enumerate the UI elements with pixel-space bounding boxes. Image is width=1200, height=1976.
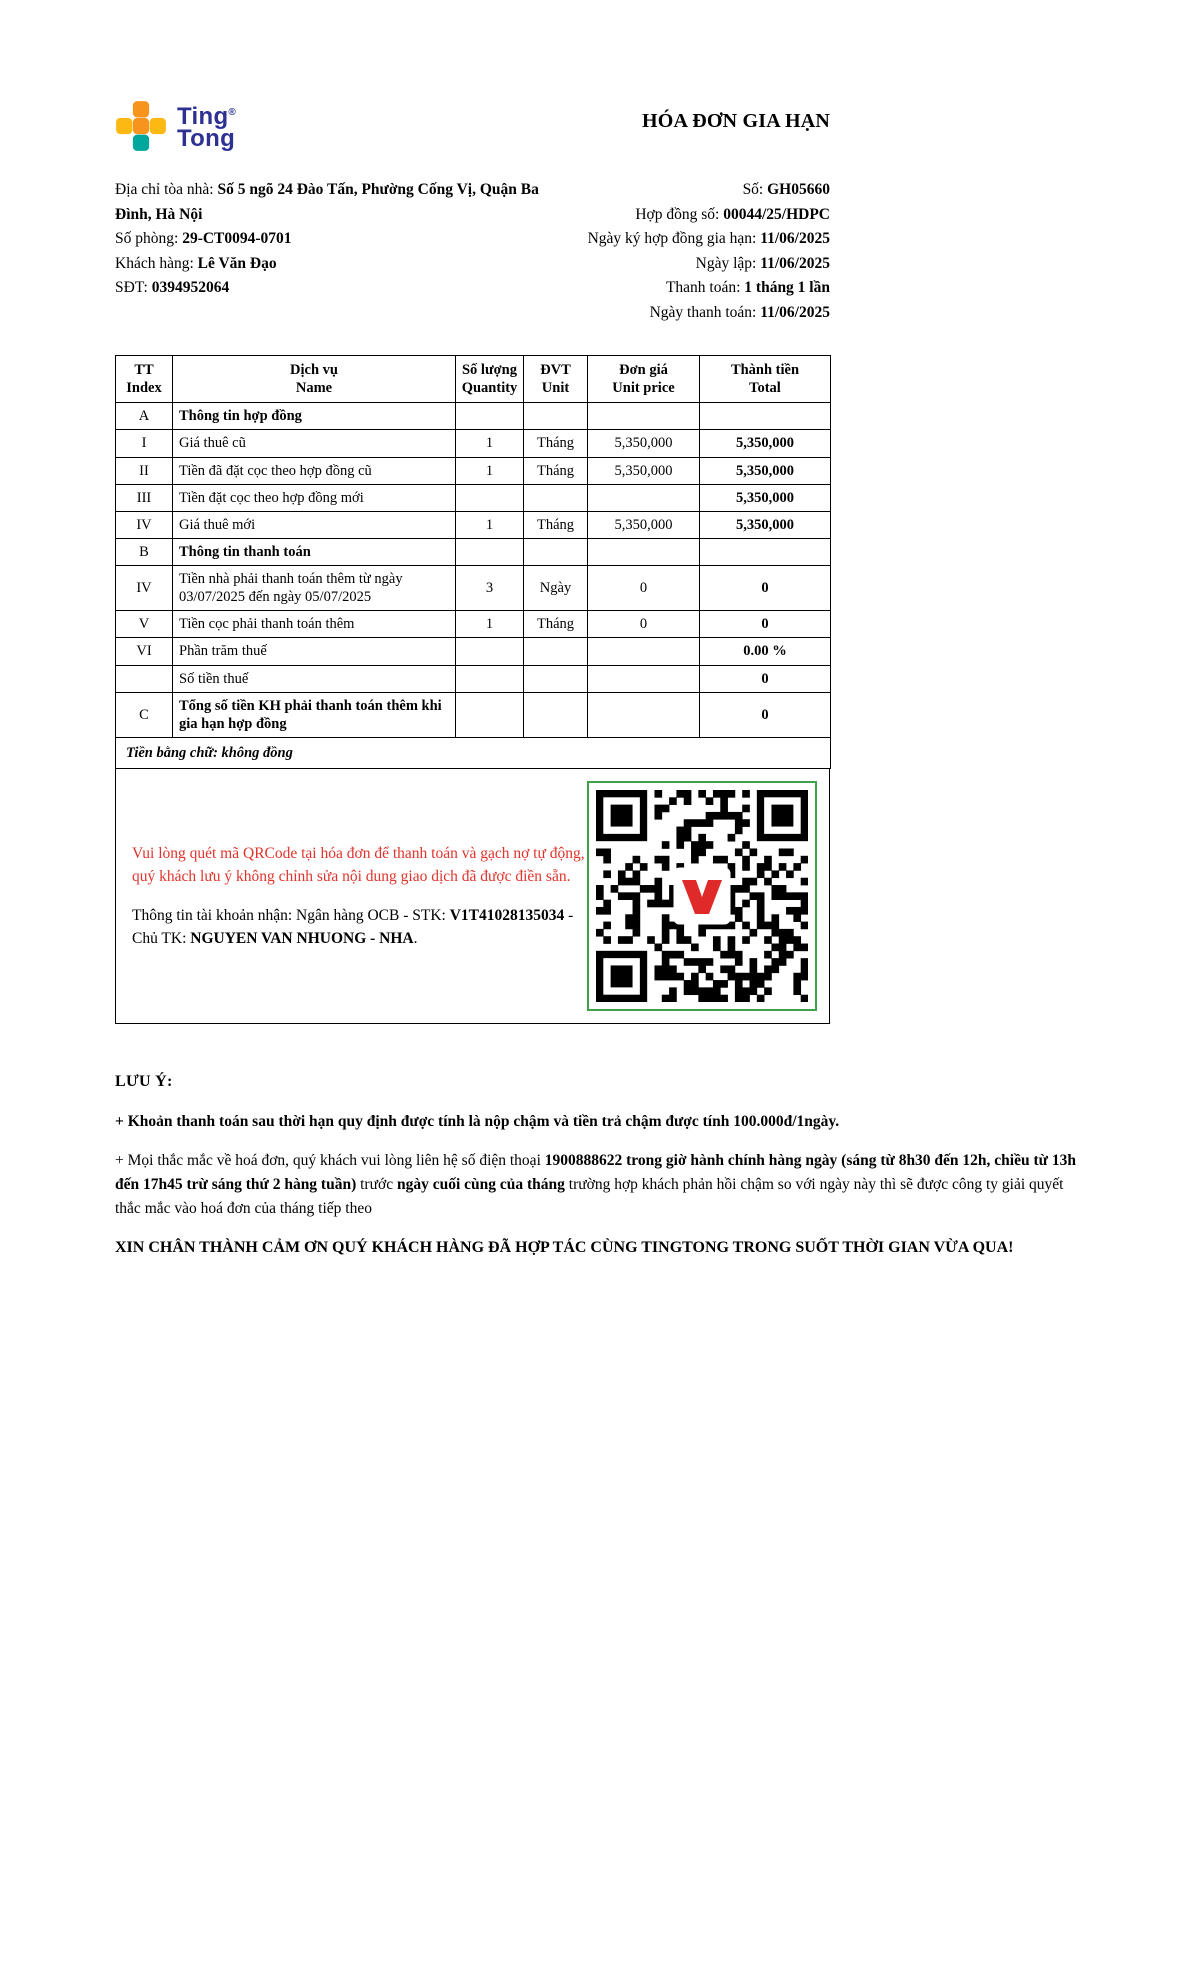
cell-total: 5,350,000 <box>700 430 831 457</box>
info-value: 11/06/2025 <box>760 303 830 321</box>
brand-line-tong: Tong <box>177 125 236 152</box>
info-line-renewal-date <box>560 227 830 252</box>
col-header-total: Thành tiền Total <box>700 356 831 403</box>
info-value: 1 tháng 1 lần <box>744 279 830 296</box>
hotline-and-hours: 1900888622 trong giờ hành chính hàng ngày (sáng từ 8h30 đến 12h, chiều từ 13h đến 17h45 trừ sáng thứ 2 hàng tuần) <box>115 1151 1076 1193</box>
cell-total <box>700 538 831 565</box>
info-label: Số phòng: <box>115 230 183 247</box>
cell-unit: Tháng <box>524 511 588 538</box>
cell-unit <box>524 484 588 511</box>
invoice-table <box>115 355 831 769</box>
cell-quantity <box>456 638 524 665</box>
info-line-issue-date <box>560 252 830 277</box>
cell-unit <box>524 538 588 565</box>
table-row-new-rent <box>116 511 831 538</box>
info-line-phone <box>115 276 560 301</box>
contact-note <box>115 1149 1087 1221</box>
cell-total: 5,350,000 <box>700 511 831 538</box>
brand-logo <box>115 100 236 152</box>
col-header-name: Dịch vụ Name <box>173 356 456 403</box>
cell-name: Thông tin hợp đồng <box>173 403 456 430</box>
cell-total: 5,350,000 <box>700 457 831 484</box>
cell-quantity: 1 <box>456 511 524 538</box>
cell-price: 0 <box>588 611 700 638</box>
col-header-quantity: Số lượng Quantity <box>456 356 524 403</box>
info-line-customer <box>115 252 560 277</box>
info-label: Thanh toán: <box>665 279 745 296</box>
info-line-number <box>560 178 830 203</box>
cell-unit <box>524 692 588 737</box>
info-value: 11/06/2025 <box>760 254 830 272</box>
footer-notes <box>115 1070 1087 1261</box>
info-value: Số 5 ngõ 24 Đào Tấn, Phường Cống Vị, Quận Ba Đình, Hà Nội <box>115 181 539 223</box>
header <box>115 100 830 152</box>
cell-price: 5,350,000 <box>588 457 700 484</box>
info-line-contract <box>560 203 830 228</box>
cell-price <box>588 692 700 737</box>
cell-index <box>116 665 173 692</box>
cell-total <box>700 403 831 430</box>
table-row-new-deposit <box>116 484 831 511</box>
cell-index: I <box>116 430 173 457</box>
account-label: Thông tin tài khoản nhận: Ngân hàng OCB - STK: <box>132 907 450 924</box>
cell-total: 0.00 % <box>700 638 831 665</box>
cell-name: Thông tin thanh toán <box>173 538 456 565</box>
account-holder-label: - Chủ TK: <box>132 907 574 948</box>
info-value: 00044/25/HDPC <box>723 205 830 223</box>
cell-quantity: 1 <box>456 611 524 638</box>
late-payment-note: + Khoản thanh toán sau thời hạn quy định được tính là nộp chậm và tiền trả chậm được tính 100.000đ/1ngày. <box>115 1112 840 1130</box>
cell-index: V <box>116 611 173 638</box>
cell-index: IV <box>116 566 173 611</box>
info-line-room <box>115 227 560 252</box>
info-label: Ngày lập: <box>695 254 761 272</box>
cell-unit: Tháng <box>524 611 588 638</box>
info-value: GH05660 <box>767 181 830 198</box>
col-header-unit: ĐVT Unit <box>524 356 588 403</box>
cell-quantity <box>456 692 524 737</box>
cell-price <box>588 538 700 565</box>
account-number: V1T41028135034 <box>449 907 565 924</box>
brand-text-ting: Ting <box>177 103 229 130</box>
cell-unit: Tháng <box>524 430 588 457</box>
document-title: HÓA ĐƠN GIA HẠN <box>641 110 830 132</box>
cell-quantity: 3 <box>456 566 524 611</box>
info-label: Hợp đồng số: <box>635 205 724 223</box>
table-header-row <box>116 356 831 403</box>
cell-name: Phần trăm thuế <box>173 638 456 665</box>
cell-total: 0 <box>700 611 831 638</box>
info-label: SĐT: <box>115 279 152 296</box>
qr-frame <box>587 781 817 1011</box>
cell-index: B <box>116 538 173 565</box>
info-value: 0394952064 <box>151 279 230 296</box>
info-label: Ngày ký hợp đồng gia hạn: <box>587 230 761 247</box>
cell-unit: Tháng <box>524 457 588 484</box>
qr-code <box>596 790 808 1002</box>
account-info <box>132 904 586 951</box>
cell-quantity: 1 <box>456 430 524 457</box>
payment-qr-section <box>115 769 830 1024</box>
cell-total: 5,350,000 <box>700 484 831 511</box>
table-row-extra-deposit <box>116 611 831 638</box>
cell-unit <box>524 665 588 692</box>
col-header-price: Đơn giá Unit price <box>588 356 700 403</box>
invoice-meta <box>560 178 830 325</box>
cell-quantity <box>456 665 524 692</box>
cell-price: 5,350,000 <box>588 511 700 538</box>
cell-name: Tiền nhà phải thanh toán thêm từ ngày 03/07/2025 đến ngày 05/07/2025 <box>173 566 456 611</box>
cell-price <box>588 403 700 430</box>
invoice-info <box>115 178 830 325</box>
cell-total: 0 <box>700 692 831 737</box>
registered-mark-icon: ® <box>228 107 237 118</box>
info-label: Số: <box>742 181 768 198</box>
info-value: 11/06/2025 <box>760 230 830 247</box>
amount-in-words: Tiền bằng chữ: không đồng <box>116 737 831 768</box>
qr-warning-text: Vui lòng quét mã QRCode tại hóa đơn để thanh toán và gạch nợ tự động, quý khách lưu ý không chỉnh sửa nội dung giao dịch đã được điền sẵn. <box>132 844 585 885</box>
contact-note-part: trường hợp khách phản hồi chậm so với ngày này thì sẽ được công ty giải quyết thắc mắc vào hoá đơn của tháng tiếp theo <box>115 1175 1064 1217</box>
thank-you-note: XIN CHÂN THÀNH CẢM ƠN QUÝ KHÁCH HÀNG ĐÃ HỢP TÁC CÙNG TINGTONG TRONG SUỐT THỜI GIAN VỪA QUA! <box>115 1238 1014 1256</box>
account-end: . <box>413 930 418 948</box>
tingtong-logo-icon <box>115 100 167 152</box>
info-label: Địa chỉ tòa nhà: <box>115 181 218 198</box>
contact-note-part: + Mọi thắc mắc về hoá đơn, quý khách vui lòng liên hệ số điện thoại <box>115 1151 545 1169</box>
cell-price <box>588 665 700 692</box>
customer-info <box>115 178 560 325</box>
table-row-extra-rent-days <box>116 566 831 611</box>
note-heading: LƯU Ý: <box>115 1073 173 1090</box>
info-label: Khách hàng: <box>115 254 198 272</box>
cell-index: C <box>116 692 173 737</box>
cell-index: A <box>116 403 173 430</box>
cell-name: Giá thuê mới <box>173 511 456 538</box>
cell-quantity <box>456 403 524 430</box>
account-holder: NGUYEN VAN NHUONG - NHA <box>190 930 414 948</box>
cell-total: 0 <box>700 665 831 692</box>
info-label: Ngày thanh toán: <box>649 303 761 321</box>
payment-instructions <box>128 842 586 951</box>
info-line-address <box>115 178 560 227</box>
cell-unit <box>524 638 588 665</box>
deadline: ngày cuối cùng của tháng <box>396 1175 565 1193</box>
cell-total: 0 <box>700 566 831 611</box>
table-row-old-deposit <box>116 457 831 484</box>
info-line-payment-date <box>560 301 830 326</box>
table-row-tax-amount <box>116 665 831 692</box>
cell-price: 0 <box>588 566 700 611</box>
cell-index: III <box>116 484 173 511</box>
cell-index: IV <box>116 511 173 538</box>
cell-quantity <box>456 484 524 511</box>
cell-name: Tiền đặt cọc theo hợp đồng mới <box>173 484 456 511</box>
table-row-section-a <box>116 403 831 430</box>
amount-in-words-row <box>116 737 831 768</box>
cell-index: II <box>116 457 173 484</box>
cell-index: VI <box>116 638 173 665</box>
cell-name: Giá thuê cũ <box>173 430 456 457</box>
info-value: 29-CT0094-0701 <box>182 230 292 247</box>
cell-quantity <box>456 538 524 565</box>
cell-unit <box>524 403 588 430</box>
cell-price <box>588 484 700 511</box>
cell-unit: Ngày <box>524 566 588 611</box>
table-row-tax-percent <box>116 638 831 665</box>
cell-price: 5,350,000 <box>588 430 700 457</box>
contact-note-part: trước <box>356 1175 397 1193</box>
cell-name: Tiền cọc phải thanh toán thêm <box>173 611 456 638</box>
col-header-index: TT Index <box>116 356 173 403</box>
table-row-section-b <box>116 538 831 565</box>
info-value: Lê Văn Đạo <box>197 254 277 272</box>
table-row-grand-total <box>116 692 831 737</box>
cell-name: Tổng số tiền KH phải thanh toán thêm khi gia hạn hợp đồng <box>173 692 456 737</box>
cell-name: Số tiền thuế <box>173 665 456 692</box>
brand-wordmark <box>177 102 236 150</box>
table-row-old-rent <box>116 430 831 457</box>
info-line-payment-cycle <box>560 276 830 301</box>
cell-price <box>588 638 700 665</box>
cell-name: Tiền đã đặt cọc theo hợp đồng cũ <box>173 457 456 484</box>
cell-quantity: 1 <box>456 457 524 484</box>
